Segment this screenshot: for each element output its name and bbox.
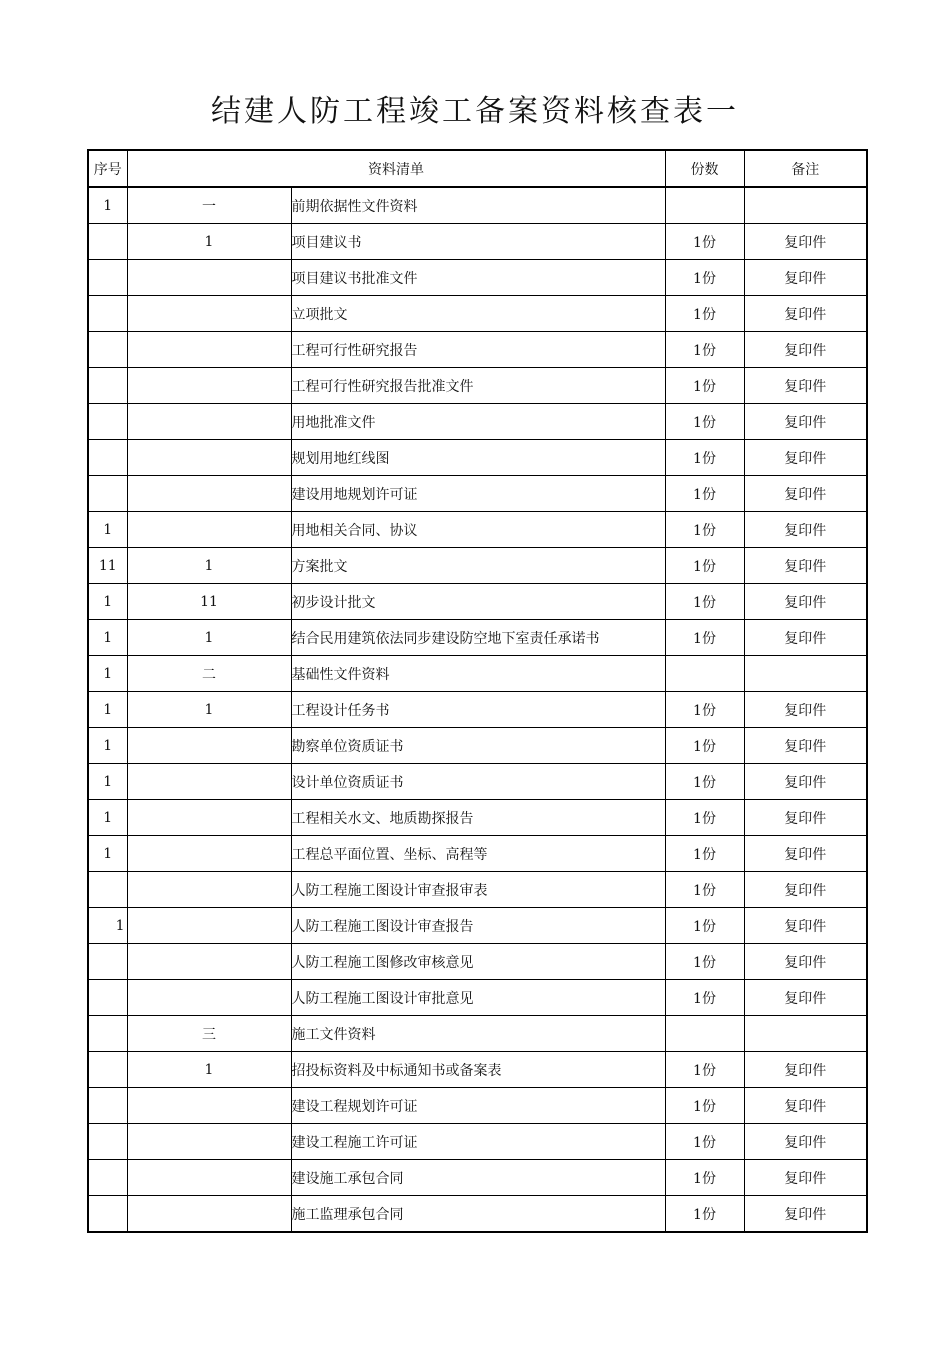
table-row [88, 764, 867, 800]
table-row [88, 1160, 867, 1196]
table-row [88, 1052, 867, 1088]
header-copies: 份数 [665, 150, 744, 187]
table-body [88, 150, 867, 1232]
table-row [88, 404, 867, 440]
table-row [88, 368, 867, 404]
cell-sub-index [127, 728, 291, 764]
checklist-table [87, 149, 868, 1233]
cell-sub-index: 二 [127, 656, 291, 692]
cell-sub-index: 三 [127, 1016, 291, 1052]
cell-note: 复印件 [744, 944, 867, 980]
cell-note: 复印件 [744, 908, 867, 944]
cell-note: 复印件 [744, 620, 867, 656]
cell-sub-index: 一 [127, 187, 291, 224]
cell-seq [88, 1016, 127, 1052]
cell-sub-index [127, 440, 291, 476]
cell-sub-index [127, 404, 291, 440]
cell-note: 复印件 [744, 1052, 867, 1088]
header-note: 备注 [744, 150, 867, 187]
cell-copies: 1份 [665, 872, 744, 908]
table-row [88, 1124, 867, 1160]
cell-sub-index: 1 [127, 620, 291, 656]
cell-copies: 1份 [665, 332, 744, 368]
cell-sub-index: 1 [127, 692, 291, 728]
cell-item: 施工文件资料 [291, 1016, 665, 1052]
cell-sub-index: 1 [127, 1052, 291, 1088]
cell-sub-index [127, 944, 291, 980]
cell-note: 复印件 [744, 872, 867, 908]
cell-copies: 1份 [665, 224, 744, 260]
cell-copies: 1份 [665, 908, 744, 944]
cell-seq: 1 [88, 656, 127, 692]
cell-seq [88, 368, 127, 404]
cell-note: 复印件 [744, 476, 867, 512]
table-row [88, 656, 867, 692]
cell-note: 复印件 [744, 548, 867, 584]
cell-sub-index [127, 476, 291, 512]
cell-item: 方案批文 [291, 548, 665, 584]
cell-note: 复印件 [744, 1160, 867, 1196]
cell-item: 工程可行性研究报告 [291, 332, 665, 368]
cell-sub-index [127, 260, 291, 296]
cell-note: 复印件 [744, 800, 867, 836]
cell-copies: 1份 [665, 836, 744, 872]
cell-copies: 1份 [665, 1052, 744, 1088]
cell-copies: 1份 [665, 404, 744, 440]
cell-item: 工程可行性研究报告批准文件 [291, 368, 665, 404]
cell-seq [88, 980, 127, 1016]
cell-sub-index [127, 1088, 291, 1124]
cell-note: 复印件 [744, 260, 867, 296]
cell-item: 项目建议书 [291, 224, 665, 260]
cell-copies [665, 1016, 744, 1052]
cell-copies [665, 656, 744, 692]
cell-item: 人防工程施工图设计审批意见 [291, 980, 665, 1016]
cell-copies: 1份 [665, 692, 744, 728]
table-row [88, 692, 867, 728]
cell-copies: 1份 [665, 764, 744, 800]
cell-note: 复印件 [744, 512, 867, 548]
cell-seq: 1 [88, 908, 127, 944]
cell-item: 建设工程施工许可证 [291, 1124, 665, 1160]
cell-sub-index [127, 296, 291, 332]
cell-note: 复印件 [744, 332, 867, 368]
cell-seq: 1 [88, 620, 127, 656]
cell-seq [88, 944, 127, 980]
cell-item: 结合民用建筑依法同步建设防空地下室责任承诺书 [291, 620, 665, 656]
cell-sub-index: 1 [127, 548, 291, 584]
header-seq: 序号 [88, 150, 127, 187]
cell-copies: 1份 [665, 260, 744, 296]
cell-sub-index [127, 512, 291, 548]
cell-note: 复印件 [744, 368, 867, 404]
cell-note [744, 656, 867, 692]
cell-item: 招投标资料及中标通知书或备案表 [291, 1052, 665, 1088]
table-row [88, 872, 867, 908]
cell-seq: 1 [88, 512, 127, 548]
table-row [88, 260, 867, 296]
cell-sub-index [127, 1160, 291, 1196]
table-row [88, 584, 867, 620]
table-row [88, 548, 867, 584]
cell-sub-index [127, 836, 291, 872]
cell-item: 前期依据性文件资料 [291, 187, 665, 224]
cell-seq: 1 [88, 836, 127, 872]
cell-copies: 1份 [665, 296, 744, 332]
cell-note: 复印件 [744, 1124, 867, 1160]
cell-item: 建设施工承包合同 [291, 1160, 665, 1196]
cell-copies: 1份 [665, 1088, 744, 1124]
cell-sub-index [127, 332, 291, 368]
cell-seq: 1 [88, 728, 127, 764]
cell-seq [88, 332, 127, 368]
cell-note: 复印件 [744, 1088, 867, 1124]
table-row [88, 1016, 867, 1052]
cell-item: 施工监理承包合同 [291, 1196, 665, 1233]
table-row [88, 836, 867, 872]
table-row [88, 944, 867, 980]
cell-sub-index [127, 764, 291, 800]
cell-seq [88, 296, 127, 332]
table-row [88, 332, 867, 368]
cell-sub-index [127, 980, 291, 1016]
cell-note: 复印件 [744, 1196, 867, 1233]
table-row [88, 440, 867, 476]
cell-note [744, 187, 867, 224]
cell-note: 复印件 [744, 296, 867, 332]
table-row [88, 224, 867, 260]
cell-seq [88, 404, 127, 440]
cell-item: 项目建议书批准文件 [291, 260, 665, 296]
cell-seq [88, 872, 127, 908]
page-title: 结建人防工程竣工备案资料核查表一 [211, 94, 739, 129]
cell-item: 工程总平面位置、坐标、高程等 [291, 836, 665, 872]
cell-copies: 1份 [665, 1124, 744, 1160]
cell-copies: 1份 [665, 1196, 744, 1233]
cell-copies: 1份 [665, 800, 744, 836]
cell-seq: 11 [88, 548, 127, 584]
cell-item: 用地相关合同、协议 [291, 512, 665, 548]
cell-copies: 1份 [665, 548, 744, 584]
cell-seq: 1 [88, 584, 127, 620]
cell-item: 用地批准文件 [291, 404, 665, 440]
cell-seq [88, 1196, 127, 1233]
cell-item: 设计单位资质证书 [291, 764, 665, 800]
cell-copies [665, 187, 744, 224]
table-row [88, 512, 867, 548]
header-list: 资料清单 [127, 150, 665, 187]
cell-item: 人防工程施工图设计审查报审表 [291, 872, 665, 908]
cell-note: 复印件 [744, 728, 867, 764]
cell-copies: 1份 [665, 512, 744, 548]
cell-item: 初步设计批文 [291, 584, 665, 620]
cell-item: 人防工程施工图修改审核意见 [291, 944, 665, 980]
table-row [88, 296, 867, 332]
cell-note: 复印件 [744, 404, 867, 440]
cell-sub-index [127, 800, 291, 836]
cell-item: 建设用地规划许可证 [291, 476, 665, 512]
table-row [88, 980, 867, 1016]
cell-copies: 1份 [665, 944, 744, 980]
cell-item: 人防工程施工图设计审查报告 [291, 908, 665, 944]
cell-item: 工程设计任务书 [291, 692, 665, 728]
cell-seq [88, 224, 127, 260]
table-row [88, 620, 867, 656]
table-row [88, 187, 867, 224]
table-row [88, 728, 867, 764]
cell-seq [88, 1160, 127, 1196]
cell-item: 勘察单位资质证书 [291, 728, 665, 764]
cell-seq [88, 440, 127, 476]
cell-item: 建设工程规划许可证 [291, 1088, 665, 1124]
cell-note: 复印件 [744, 836, 867, 872]
cell-item: 基础性文件资料 [291, 656, 665, 692]
cell-copies: 1份 [665, 476, 744, 512]
table-row [88, 908, 867, 944]
table-row [88, 1088, 867, 1124]
cell-note: 复印件 [744, 980, 867, 1016]
table-row [88, 476, 867, 512]
cell-copies: 1份 [665, 980, 744, 1016]
cell-note: 复印件 [744, 224, 867, 260]
cell-item: 立项批文 [291, 296, 665, 332]
cell-note [744, 1016, 867, 1052]
cell-note: 复印件 [744, 440, 867, 476]
cell-sub-index [127, 368, 291, 404]
cell-seq [88, 476, 127, 512]
cell-seq [88, 1052, 127, 1088]
table-row [88, 800, 867, 836]
cell-copies: 1份 [665, 1160, 744, 1196]
cell-item: 规划用地红线图 [291, 440, 665, 476]
cell-seq [88, 1124, 127, 1160]
cell-note: 复印件 [744, 692, 867, 728]
cell-copies: 1份 [665, 440, 744, 476]
cell-copies: 1份 [665, 620, 744, 656]
cell-sub-index [127, 872, 291, 908]
table-row [88, 1196, 867, 1233]
cell-seq: 1 [88, 800, 127, 836]
cell-note: 复印件 [744, 584, 867, 620]
cell-seq: 1 [88, 187, 127, 224]
cell-sub-index [127, 1196, 291, 1233]
cell-note: 复印件 [744, 764, 867, 800]
table-header-row [88, 150, 867, 187]
cell-seq [88, 1088, 127, 1124]
cell-sub-index: 11 [127, 584, 291, 620]
cell-item: 工程相关水文、地质勘探报告 [291, 800, 665, 836]
cell-copies: 1份 [665, 584, 744, 620]
cell-sub-index [127, 1124, 291, 1160]
cell-sub-index: 1 [127, 224, 291, 260]
cell-copies: 1份 [665, 728, 744, 764]
cell-sub-index [127, 908, 291, 944]
cell-seq [88, 260, 127, 296]
cell-seq: 1 [88, 692, 127, 728]
cell-seq: 1 [88, 764, 127, 800]
cell-copies: 1份 [665, 368, 744, 404]
